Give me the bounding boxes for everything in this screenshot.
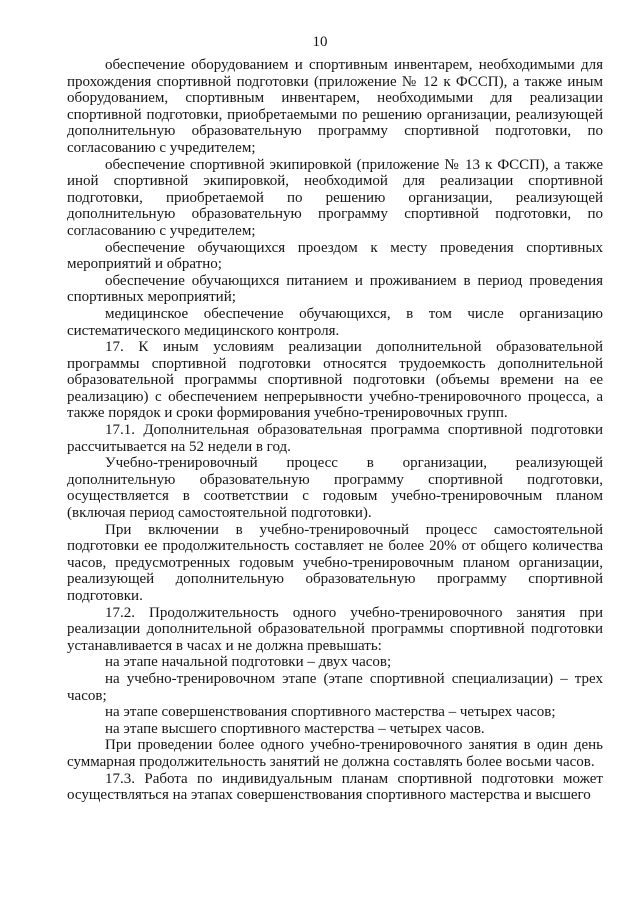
paragraph: медицинское обеспечение обучающихся, в том числе организацию систематического медицинского контроля.: [67, 305, 603, 339]
document-body: [67, 57, 603, 804]
paragraph: на этапе начальной подготовки – двух часов;: [105, 654, 392, 671]
paragraph: 17. К иным условиям реализации дополнительной образовательной программы спортивной подготовки относятся трудоемкость дополнительной образовательной программы спортивной подготовки (объемы времени на ее реализацию) с обеспечением непрерывности учебно-тренировочного процесса, а также порядок и сроки формирования учебно-тренировочных групп.: [67, 339, 603, 422]
paragraph: на этапе совершенствования спортивного мастерства – четырех часов;: [105, 704, 556, 721]
paragraph: обеспечение спортивной экипировкой (приложение № 13 к ФССП), а также иной спортивной экипировкой, необходимой для реализации спортивной подготовки, приобретаемой по решению организации, реализующей дополнительную образовательную программу спортивной подготовки, по согласованию с учредителем;: [67, 156, 603, 239]
paragraph: 17.3. Работа по индивидуальным планам спортивной подготовки может осуществляться на этапах совершенствования спортивного мастерства и высшего: [67, 770, 603, 804]
paragraph: на этапе высшего спортивного мастерства – четырех часов.: [105, 720, 485, 737]
paragraph: обеспечение обучающихся проездом к месту проведения спортивных мероприятий и обратно;: [67, 239, 603, 273]
page-number: 10: [312, 34, 328, 50]
paragraph: Учебно-тренировочный процесс в организации, реализующей дополнительную образовательную программу спортивной подготовки, осуществляется в соответствии с годовым учебно-тренировочным планом (включая период самостоятельной подготовки).: [67, 455, 603, 522]
paragraph: 17.2. Продолжительность одного учебно-тренировочного занятия при реализации дополнительной образовательной программы спортивной подготовки устанавливается в часах и не должна превышать:: [67, 604, 603, 654]
paragraph: При проведении более одного учебно-тренировочного занятия в один день суммарная продолжительность занятий не должна составлять более восьми часов.: [67, 737, 603, 770]
paragraph: При включении в учебно-тренировочный процесс самостоятельной подготовки ее продолжительность составляет не более 20% от общего количества часов, предусмотренных годовым учебно-тренировочным планом организации, реализующей дополнительную образовательную программу спортивной подготовки.: [67, 521, 603, 604]
paragraph: обеспечение оборудованием и спортивным инвентарем, необходимыми для прохождения спортивной подготовки (приложение № 12 к ФССП), а также иным оборудованием, спортивным инвентарем, необходимыми для реализации спортивной подготовки, приобретаемыми по решению организации, реализующей дополнительную образовательную программу спортивной подготовки, по согласованию с учредителем;: [67, 57, 603, 156]
paragraph: на учебно-тренировочном этапе (этапе спортивной специализации) – трех часов;: [67, 670, 603, 704]
paragraph: обеспечение обучающихся питанием и проживанием в период проведения спортивных мероприятий;: [67, 272, 603, 306]
paragraph: 17.1. Дополнительная образовательная программа спортивной подготовки рассчитывается на 52 недели в год.: [67, 422, 603, 455]
